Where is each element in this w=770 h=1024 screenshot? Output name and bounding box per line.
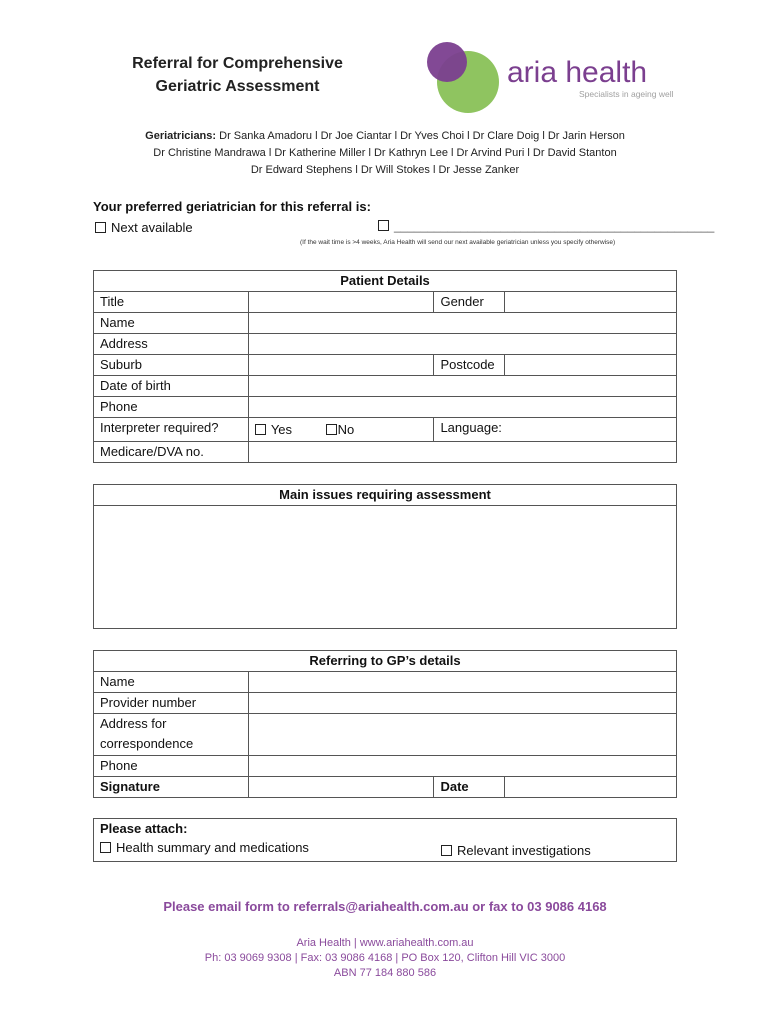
geriatricians-list [95, 128, 675, 179]
suburb-label: Suburb [94, 355, 249, 376]
gp-phone-label: Phone [94, 756, 249, 777]
attach-investigations[interactable] [441, 843, 591, 858]
gender-field[interactable] [505, 292, 677, 313]
address-field[interactable] [248, 334, 676, 355]
interpreter-no-checkbox[interactable] [326, 424, 337, 435]
other-geriatrician-checkbox[interactable] [378, 220, 389, 231]
date-label: Date [434, 777, 505, 798]
postcode-label: Postcode [434, 355, 505, 376]
attach-title: Please attach: [100, 821, 188, 836]
geriatricians-label: Geriatricians: [145, 130, 217, 142]
gp-address-label-line2: correspondence [100, 736, 194, 751]
footer [93, 936, 677, 981]
name-field[interactable] [248, 313, 676, 334]
interpreter-yes-option[interactable] [255, 420, 292, 440]
interpreter-label: Interpreter required? [94, 418, 249, 442]
aria-health-logo [423, 40, 693, 115]
email-fax-instruction: Please email form to referrals@ariahealth.com.au or fax to 03 9086 4168 [163, 899, 607, 914]
dob-field[interactable] [248, 376, 676, 397]
investigations-label: Relevant investigations [457, 843, 591, 858]
gp-name-label: Name [94, 672, 249, 693]
medicare-label: Medicare/DVA no. [94, 442, 249, 463]
interpreter-yes-checkbox[interactable] [255, 424, 266, 435]
patient-details-header: Patient Details [94, 271, 677, 292]
geriatricians-line1: Dr Sanka Amadoru l Dr Joe Ciantar l Dr Yves Choi l Dr Clare Doig l Dr Jarin Herson [216, 130, 625, 142]
footer-abn: ABN 77 184 880 586 [333, 967, 437, 979]
dob-label: Date of birth [94, 376, 249, 397]
form-title-line2: Geriatric Assessment [155, 78, 320, 95]
attach-health-summary[interactable] [100, 840, 309, 855]
provider-number-field[interactable] [248, 693, 676, 714]
logo-wordmark: aria health [507, 56, 648, 89]
main-issues-field[interactable] [94, 506, 677, 629]
footer-website: Aria Health | www.ariahealth.com.au [296, 937, 474, 949]
next-available-checkbox[interactable] [95, 222, 106, 233]
form-title-line1: Referral for Comprehensive [132, 55, 343, 72]
gp-address-label [94, 714, 249, 756]
logo-purple-circle [427, 42, 467, 82]
geriatricians-line2: Dr Christine Mandrawa l Dr Katherine Miller l Dr Kathryn Lee l Dr Arvind Puri l Dr David Stanton [153, 147, 617, 159]
patient-details-table [93, 270, 677, 463]
next-available-label: Next available [111, 220, 193, 235]
language-field[interactable] [434, 418, 677, 442]
gp-address-field[interactable] [248, 714, 676, 756]
interpreter-no-option[interactable] [326, 420, 355, 440]
gp-name-field[interactable] [248, 672, 676, 693]
interpreter-yes-label: Yes [270, 422, 293, 437]
main-issues-table [93, 484, 677, 629]
title-label: Title [94, 292, 249, 313]
other-geriatrician-option[interactable] [378, 219, 714, 233]
date-field[interactable] [505, 777, 677, 798]
provider-number-label: Provider number [94, 693, 249, 714]
form-title [100, 52, 375, 98]
title-field[interactable] [248, 292, 434, 313]
suburb-field[interactable] [248, 355, 434, 376]
footer-contact: Ph: 03 9069 9308 | Fax: 03 9086 4168 | PO Box 120, Clifton Hill VIC 3000 [204, 952, 566, 964]
wait-time-note: (If the wait time is >4 weeks, Aria Health will send our next available geriatrician unless you specify otherwise) [300, 239, 616, 246]
interpreter-no-label: No [337, 422, 355, 437]
preferred-heading: Your preferred geriatrician for this referral is: [93, 199, 371, 214]
medicare-field[interactable] [248, 442, 676, 463]
gp-address-label-line1: Address for [100, 716, 167, 731]
gp-details-header: Referring to GP’s details [94, 651, 677, 672]
other-geriatrician-blank[interactable]: ________________________________________________ [394, 219, 715, 233]
interpreter-options [248, 418, 434, 442]
signature-field[interactable] [248, 777, 434, 798]
logo-tagline: Specialists in ageing well [579, 89, 674, 99]
main-issues-header: Main issues requiring assessment [94, 485, 677, 506]
geriatricians-line3: Dr Edward Stephens l Dr Will Stokes l Dr Jesse Zanker [250, 164, 520, 176]
signature-label: Signature [94, 777, 249, 798]
investigations-checkbox[interactable] [441, 845, 452, 856]
postcode-field[interactable] [505, 355, 677, 376]
name-label: Name [94, 313, 249, 334]
gender-label: Gender [434, 292, 505, 313]
gp-phone-field[interactable] [248, 756, 676, 777]
gp-details-table [93, 650, 677, 798]
next-available-option[interactable] [95, 220, 193, 235]
health-summary-label: Health summary and medications [116, 840, 309, 855]
language-label: Language: [440, 420, 502, 435]
phone-field[interactable] [248, 397, 676, 418]
phone-label: Phone [94, 397, 249, 418]
health-summary-checkbox[interactable] [100, 842, 111, 853]
address-label: Address [94, 334, 249, 355]
